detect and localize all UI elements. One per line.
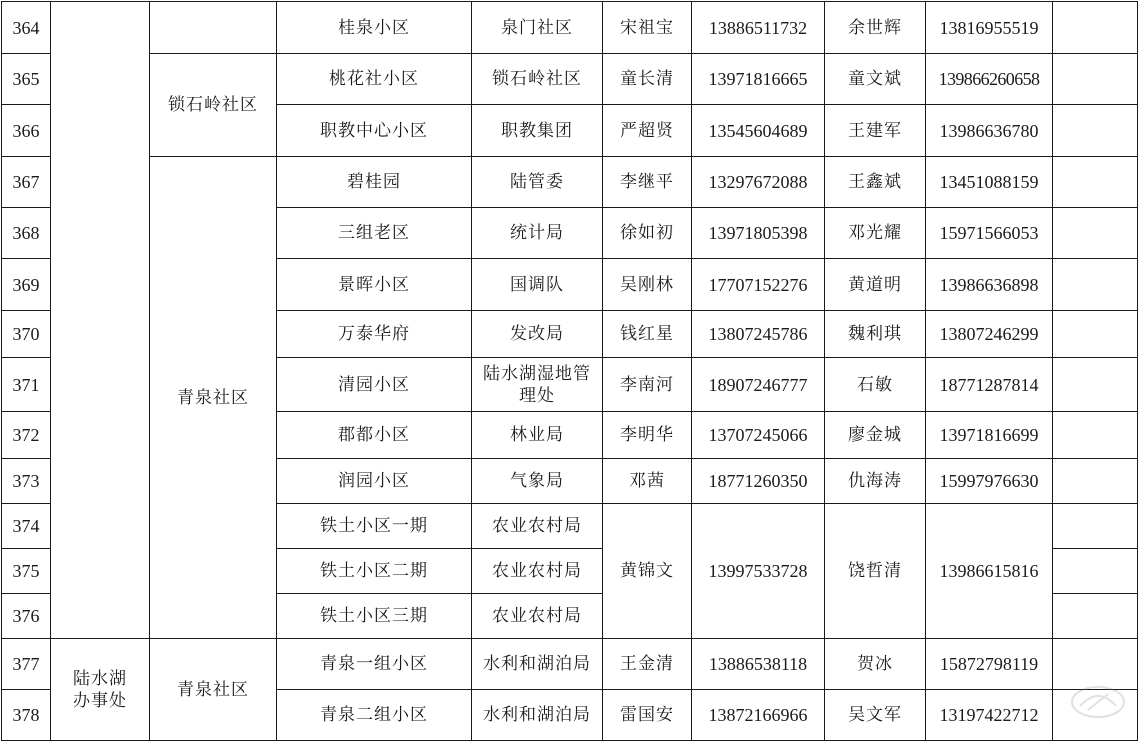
row-number: 371 [2, 358, 51, 412]
contact-phone-cell: 13807246299 [926, 311, 1053, 358]
table-row [2, 54, 1138, 105]
phone-cell: 13297672088 [692, 157, 825, 208]
contact-phone-cell: 13197422712 [926, 690, 1053, 741]
row-number: 369 [2, 259, 51, 311]
contact-phone-cell: 15971566053 [926, 208, 1053, 259]
estate-cell: 万泰华府 [277, 311, 472, 358]
note-cell [1053, 549, 1138, 594]
note-cell [1053, 157, 1138, 208]
office-line-1: 陆水湖 [73, 668, 127, 689]
phone-cell: 13886538118 [692, 639, 825, 690]
contact-phone-cell: 13986636780 [926, 105, 1053, 157]
estate-cell: 三组老区 [277, 208, 472, 259]
leader-cell: 吴刚林 [603, 259, 692, 311]
note-cell [1053, 459, 1138, 504]
leader-cell: 严超贤 [603, 105, 692, 157]
contact-cell: 邓光耀 [825, 208, 926, 259]
row-number: 378 [2, 690, 51, 741]
watermark-logo-icon [1066, 680, 1130, 724]
contact-cell: 石敏 [825, 358, 926, 412]
leader-cell: 王金清 [603, 639, 692, 690]
phone-cell: 13997533728 [692, 504, 825, 639]
unit-cell: 职教集团 [472, 105, 603, 157]
note-cell [1053, 504, 1138, 549]
leader-cell: 宋祖宝 [603, 2, 692, 54]
estate-cell: 碧桂园 [277, 157, 472, 208]
row-number: 366 [2, 105, 51, 157]
estate-cell: 铁土小区一期 [277, 504, 472, 549]
unit-cell [472, 358, 603, 412]
leader-cell: 徐如初 [603, 208, 692, 259]
unit-cell: 陆管委 [472, 157, 603, 208]
unit-cell: 农业农村局 [472, 549, 603, 594]
leader-cell: 李南河 [603, 358, 692, 412]
community-cell: 青泉社区 [150, 639, 277, 741]
contact-cell: 廖金城 [825, 412, 926, 459]
row-number: 376 [2, 594, 51, 639]
contact-cell: 童文斌 [825, 54, 926, 105]
contact-cell: 吴文军 [825, 690, 926, 741]
phone-cell: 13807245786 [692, 311, 825, 358]
row-number: 368 [2, 208, 51, 259]
estate-cell: 桂泉小区 [277, 2, 472, 54]
contact-cell: 王建军 [825, 105, 926, 157]
table-row [2, 2, 1138, 54]
unit-line-1: 陆水湖湿地管 [483, 363, 591, 384]
phone-cell: 13886511732 [692, 2, 825, 54]
estate-cell: 铁土小区二期 [277, 549, 472, 594]
note-cell [1053, 2, 1138, 54]
contact-phone-cell: 13816955519 [926, 2, 1053, 54]
note-cell [1053, 412, 1138, 459]
contact-cell: 贺冰 [825, 639, 926, 690]
contact-phone-cell: 18771287814 [926, 358, 1053, 412]
contact-phone-cell: 139866260658 [926, 54, 1053, 105]
row-number: 370 [2, 311, 51, 358]
row-number: 373 [2, 459, 51, 504]
table-row [2, 639, 1138, 690]
contact-cell: 黄道明 [825, 259, 926, 311]
row-number: 375 [2, 549, 51, 594]
unit-cell: 农业农村局 [472, 594, 603, 639]
unit-cell: 锁石岭社区 [472, 54, 603, 105]
phone-cell: 13872166966 [692, 690, 825, 741]
note-cell [1053, 358, 1138, 412]
unit-cell: 水利和湖泊局 [472, 639, 603, 690]
phone-cell: 13971805398 [692, 208, 825, 259]
row-number: 364 [2, 2, 51, 54]
estate-cell: 润园小区 [277, 459, 472, 504]
estate-cell: 桃花社小区 [277, 54, 472, 105]
note-cell [1053, 208, 1138, 259]
contact-cell: 饶哲清 [825, 504, 926, 639]
unit-cell: 气象局 [472, 459, 603, 504]
phone-cell: 13971816665 [692, 54, 825, 105]
community-cell [150, 2, 277, 54]
estate-cell: 青泉一组小区 [277, 639, 472, 690]
office-cell [51, 639, 150, 741]
unit-cell: 国调队 [472, 259, 603, 311]
unit-line-2: 理处 [519, 385, 555, 406]
contact-phone-cell: 13451088159 [926, 157, 1053, 208]
community-contact-table [1, 1, 1138, 741]
leader-cell: 邓茜 [603, 459, 692, 504]
leader-cell: 钱红星 [603, 311, 692, 358]
unit-cell: 林业局 [472, 412, 603, 459]
note-cell [1053, 594, 1138, 639]
office-line-2: 办事处 [73, 690, 127, 711]
contact-phone-cell: 15872798119 [926, 639, 1053, 690]
note-cell [1053, 311, 1138, 358]
leader-cell: 黄锦文 [603, 504, 692, 639]
contact-phone-cell: 15997976630 [926, 459, 1053, 504]
note-cell [1053, 54, 1138, 105]
contact-cell: 仇海涛 [825, 459, 926, 504]
phone-cell: 17707152276 [692, 259, 825, 311]
estate-cell: 郡都小区 [277, 412, 472, 459]
unit-cell: 农业农村局 [472, 504, 603, 549]
unit-cell: 泉门社区 [472, 2, 603, 54]
contact-cell: 魏利琪 [825, 311, 926, 358]
row-number: 377 [2, 639, 51, 690]
community-cell: 锁石岭社区 [150, 54, 277, 157]
leader-cell: 李继平 [603, 157, 692, 208]
leader-cell: 童长清 [603, 54, 692, 105]
unit-cell: 统计局 [472, 208, 603, 259]
estate-cell: 职教中心小区 [277, 105, 472, 157]
phone-cell: 13545604689 [692, 105, 825, 157]
note-cell [1053, 105, 1138, 157]
contact-cell: 王鑫斌 [825, 157, 926, 208]
estate-cell: 清园小区 [277, 358, 472, 412]
row-number: 367 [2, 157, 51, 208]
note-cell [1053, 259, 1138, 311]
phone-cell: 18907246777 [692, 358, 825, 412]
leader-cell: 雷国安 [603, 690, 692, 741]
contact-phone-cell: 13971816699 [926, 412, 1053, 459]
estate-cell: 铁土小区三期 [277, 594, 472, 639]
phone-cell: 18771260350 [692, 459, 825, 504]
estate-cell: 青泉二组小区 [277, 690, 472, 741]
row-number: 372 [2, 412, 51, 459]
estate-cell: 景晖小区 [277, 259, 472, 311]
row-number: 374 [2, 504, 51, 549]
table-row [2, 157, 1138, 208]
unit-cell: 发改局 [472, 311, 603, 358]
contact-phone-cell: 13986615816 [926, 504, 1053, 639]
community-cell: 青泉社区 [150, 157, 277, 639]
phone-cell: 13707245066 [692, 412, 825, 459]
unit-cell: 水利和湖泊局 [472, 690, 603, 741]
office-cell [51, 2, 150, 639]
contact-cell: 余世辉 [825, 2, 926, 54]
contact-phone-cell: 13986636898 [926, 259, 1053, 311]
row-number: 365 [2, 54, 51, 105]
leader-cell: 李明华 [603, 412, 692, 459]
